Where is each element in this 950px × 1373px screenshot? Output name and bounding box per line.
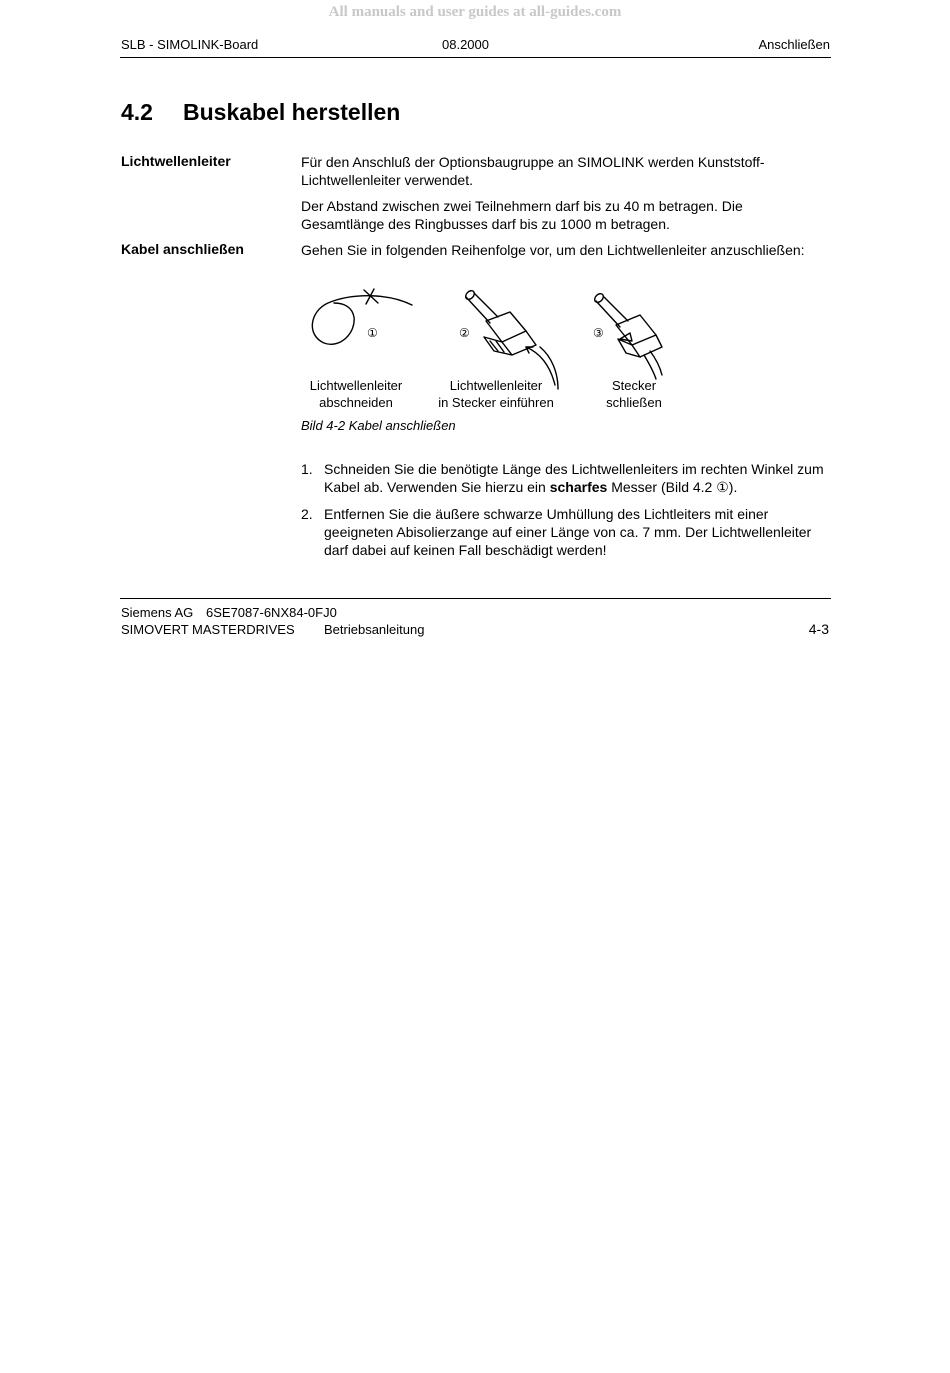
list-item <box>301 505 831 559</box>
list-number: 1. <box>301 461 313 477</box>
figure-caption: Bild 4-2 Kabel anschließen <box>301 418 456 433</box>
list-text <box>324 460 831 496</box>
caption-step-3 <box>564 377 704 411</box>
caption-step-1-line-2: abschneiden <box>319 395 393 410</box>
footer-product: SIMOVERT MASTERDRIVES <box>121 622 295 637</box>
caption-step-2 <box>426 377 566 411</box>
step-2-marker: ② <box>459 326 470 340</box>
list-number: 2. <box>301 506 313 522</box>
caption-step-2-line-2: in Stecker einführen <box>438 395 554 410</box>
side-heading-lichtwellenleiter: Lichtwellenleiter <box>121 153 231 169</box>
list-text-bold: scharfes <box>549 479 608 495</box>
step-1-marker: ① <box>367 326 378 340</box>
footer-rule <box>120 598 831 599</box>
side-heading-kabel: Kabel anschließen <box>121 241 244 257</box>
caption-step-3-line-2: schließen <box>606 395 662 410</box>
caption-step-1 <box>286 377 426 411</box>
insert-fiber-drawing <box>464 289 558 389</box>
footer-page-number: 4-3 <box>808 621 829 637</box>
cut-fiber-drawing <box>312 289 412 344</box>
paragraph-reihenfolge: Gehen Sie in folgenden Reihenfolge vor, um den Lichtwellenleiter anzuschließen: <box>301 242 805 258</box>
header-chapter: Anschließen <box>758 37 830 52</box>
caption-step-2-line-1: Lichtwellenleiter <box>449 378 543 393</box>
footer-order-number: 6SE7087-6NX84-0FJ0 <box>206 605 337 620</box>
header-rule <box>120 57 831 58</box>
list-text-part: Schneiden Sie die benötigte Länge des Lichtwellenleiters im rechten Winkel zum Kabel ab. Verwenden Sie hierzu ein <box>324 461 824 495</box>
header-date: 08.2000 <box>442 37 489 52</box>
list-item <box>301 460 831 496</box>
watermark: All manuals and user guides at all-guides.com <box>328 4 622 20</box>
paragraph-anschluss: Für den Anschluß der Optionsbaugruppe an SIMOLINK werden Kunststoff-Lichtwellenleiter verwendet. <box>301 154 765 188</box>
section-number: 4.2 <box>121 99 153 125</box>
paragraph-abstand: Der Abstand zwischen zwei Teilnehmern darf bis zu 40 m betragen. Die Gesamtlänge des Ringbusses darf bis zu 1000 m betragen. <box>301 198 743 232</box>
footer-company: Siemens AG <box>121 605 194 620</box>
caption-step-3-line-1: Stecker <box>611 378 657 393</box>
list-text-part: Messer (Bild 4.2 ①). <box>607 479 738 495</box>
section-title: Buskabel herstellen <box>183 99 401 125</box>
step-3-marker: ③ <box>593 326 604 340</box>
list-text: Entfernen Sie die äußere schwarze Umhüllung des Lichtleiters mit einer geeigneten Abisolierzange auf einer Länge von ca. 7 mm. Der Lichtwellenleiter darf dabei auf keinen Fall beschädigt werden! <box>324 506 812 558</box>
caption-step-1-line-1: Lichtwellenleiter <box>309 378 403 393</box>
header-title: SLB - SIMOLINK-Board <box>121 37 259 52</box>
section-heading <box>121 99 400 126</box>
footer-doc-type: Betriebsanleitung <box>324 622 425 637</box>
